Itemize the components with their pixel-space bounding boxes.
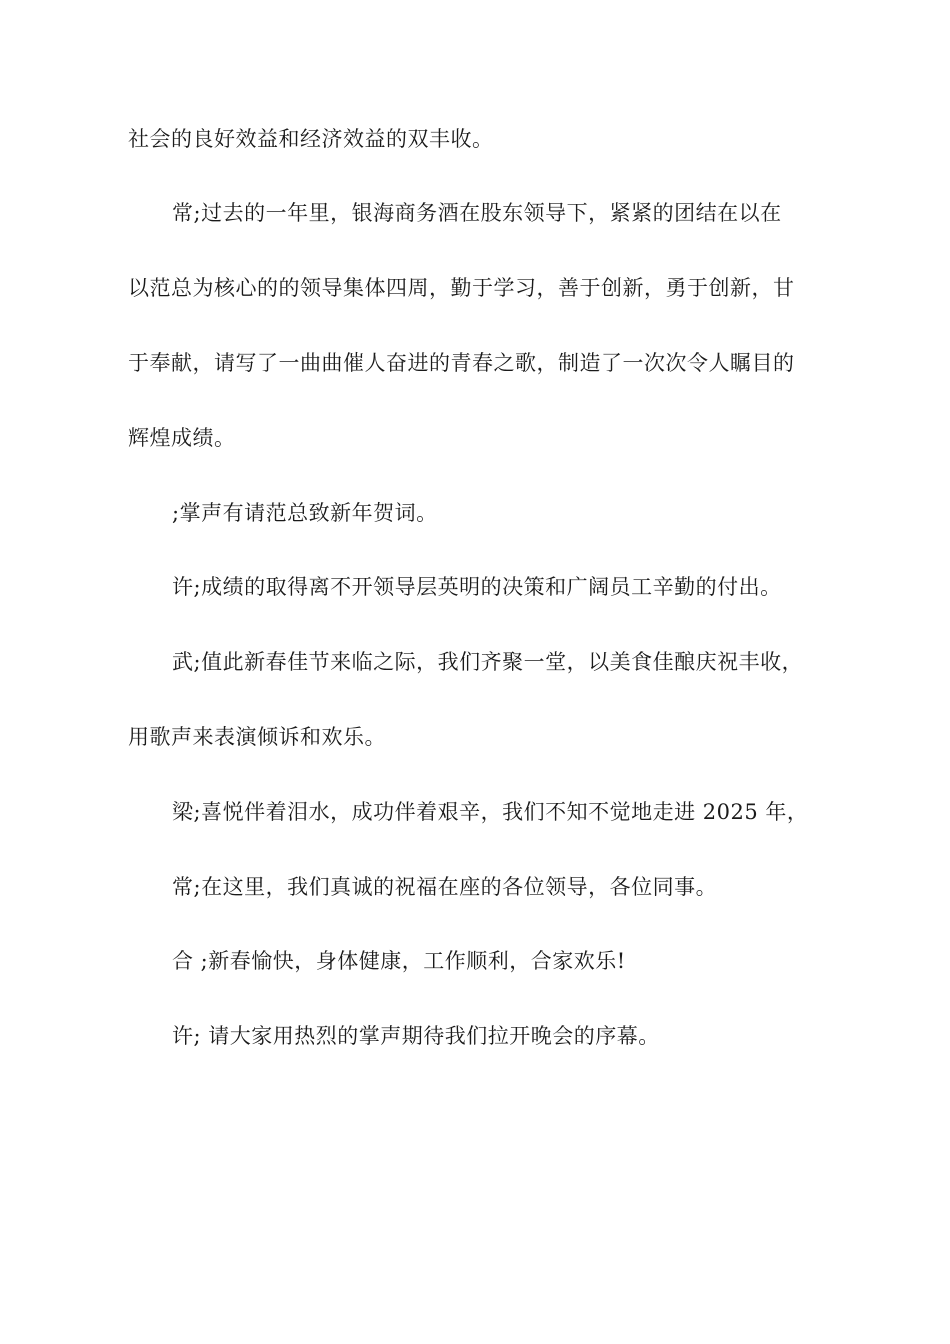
text-line: 社会的良好效益和经济效益的双丰收。: [128, 127, 494, 151]
text-line: 合 ;新春愉快，身体健康，工作顺利，合家欢乐!: [172, 949, 626, 973]
text-line: 武;值此新春佳节来临之际，我们齐聚一堂，以美食佳酿庆祝丰收，: [172, 650, 804, 674]
text-line: ;掌声有请范总致新年贺词。: [172, 501, 438, 525]
text-line: 于奉献，请写了一曲曲催人奋进的青春之歌，制造了一次次令人瞩目的: [128, 351, 795, 375]
text-line: 许; 请大家用热烈的掌声期待我们拉开晚会的序幕。: [172, 1024, 660, 1048]
text-line: 用歌声来表演倾诉和欢乐。: [128, 725, 386, 749]
text-line: 以范总为核心的的领导集体四周，勤于学习，善于创新，勇于创新，甘: [128, 276, 795, 300]
text-line: 辉煌成绩。: [128, 426, 236, 450]
text-line: 梁;喜悦伴着泪水，成功伴着艰辛，我们不知不觉地走进 2025 年，: [172, 800, 809, 824]
text-line: 常;在这里，我们真诚的祝福在座的各位领导，各位同事。: [172, 875, 718, 899]
text-line: 常;过去的一年里，银海商务酒在股东领导下，紧紧的团结在以在: [172, 201, 782, 225]
text-line: 许;成绩的取得离不开领导层英明的决策和广阔员工辛勤的付出。: [172, 575, 782, 599]
